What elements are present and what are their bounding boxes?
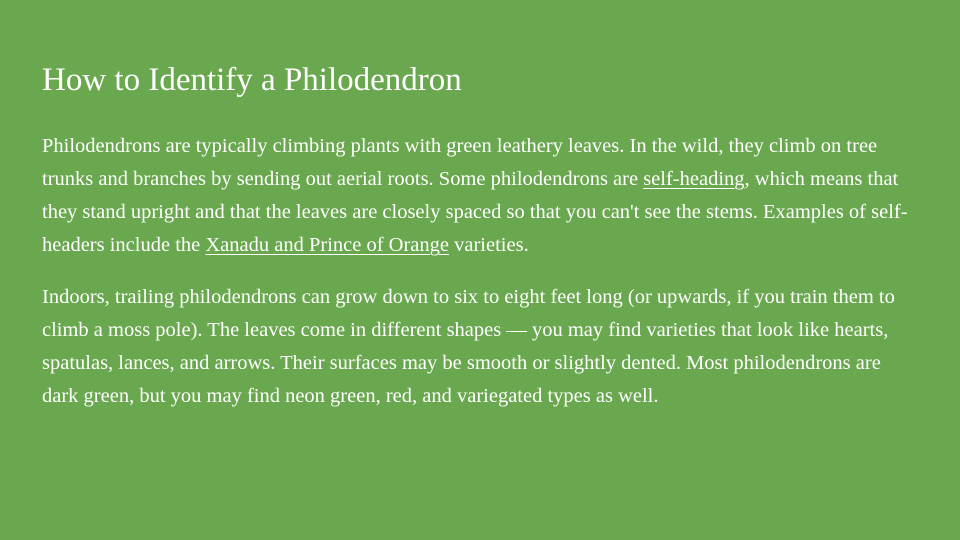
paragraph1-text-part1: Philodendrons are typically climbing plants with green leathery leaves. In the wild, they climb on tree trunks and branches by sending out aerial roots. Some philodendrons are [42,135,878,190]
slide-title: How to Identify a Philodendron [42,62,462,98]
slide-body [42,130,922,432]
paragraph1-text-part3: varieties. [449,234,529,256]
self-heading-link[interactable]: self-heading [643,168,745,190]
xanadu-prince-of-orange-link[interactable]: Xanadu and Prince of Orange [205,234,449,256]
paragraph1-text-part2: , which means that they stand upright and that the leaves are closely spaced so that you can't see the stems. Examples of self-headers include the [42,168,908,256]
paragraph-indoor-growth: Indoors, trailing philodendrons can grow down to six to eight feet long (or upwards, if you train them to climb a moss pole). The leaves come in different shapes — you may find varieties that look like hearts, spatulas, lances, and arrows. Their surfaces may be smooth or slightly dented. Most philodendrons are dark green, but you may find neon green, red, and variegated types as well. [42,286,895,407]
paragraph-identification [42,130,922,262]
